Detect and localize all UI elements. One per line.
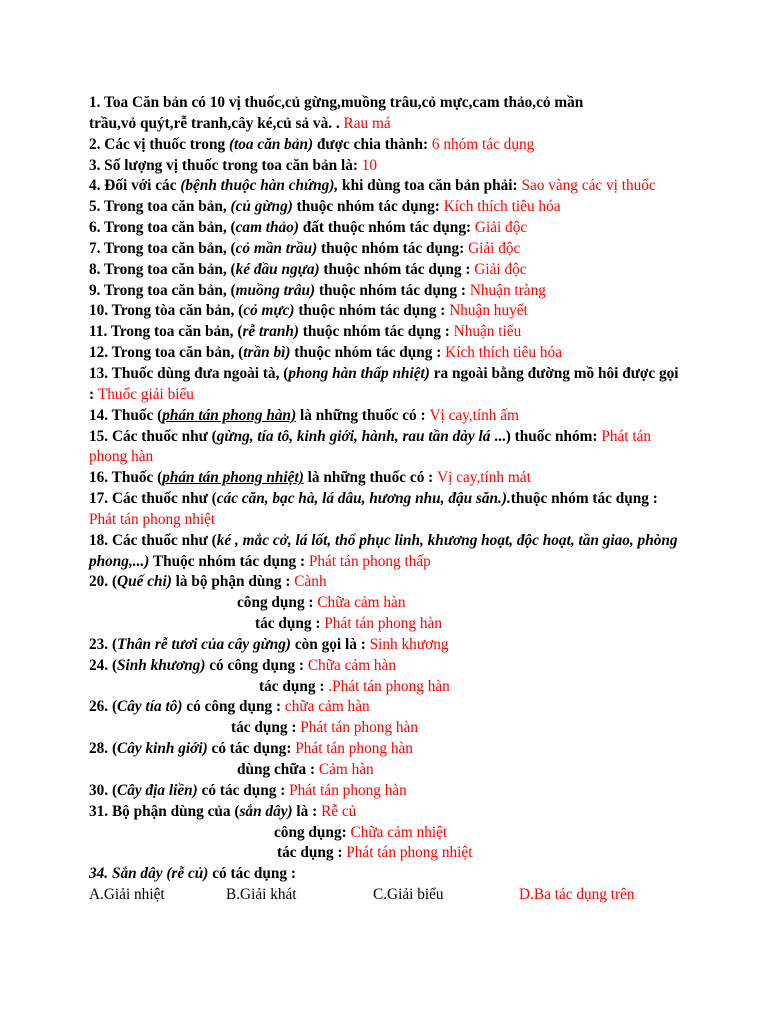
question-28: 28. (Cây kinh giới) có tác dụng: Phát tán phong hàn bbox=[89, 740, 413, 758]
answer-16: Vị cay,tính mát bbox=[437, 469, 531, 487]
question-15: 15. Các thuốc như (gừng, tía tô, kinh giới, hành, rau tần dày lá ...) thuốc nhóm: Phát tán phong hàn bbox=[89, 427, 652, 466]
answer-7: Giải độc bbox=[468, 239, 521, 257]
question-24-effect: tác dụng : .Phát tán phong hàn bbox=[259, 677, 450, 695]
answer-11: Nhuận tiểu bbox=[453, 323, 522, 341]
answer-1: Rau má bbox=[343, 114, 391, 132]
question-26-effect: tác dụng : Phát tán phong hàn bbox=[231, 719, 418, 737]
question-13: 13. Thuốc dùng đưa ngoài tà, (phong hàn thấp nhiệt) ra ngoài bằng đường mồ hôi được gọi : Thuốc giải biểu bbox=[89, 364, 679, 403]
answer-10: Nhuận huyết bbox=[449, 302, 528, 320]
question-18: 18. Các thuốc như (ké , mắc cở, lá lốt, thổ phục linh, khương hoạt, độc hoạt, tần giao, phòng phong,...) Thuộc nhóm tác dụng : Phát tán phong thấp bbox=[89, 531, 678, 570]
question-4: 4. Đối với các (bệnh thuộc hàn chứng), khi dùng toa căn bản phải: Sao vàng các vị thuốc bbox=[89, 177, 656, 195]
question-11: 11. Trong toa căn bản, (rễ tranh) thuộc nhóm tác dụng : Nhuận tiểu bbox=[89, 323, 522, 341]
answer-24: Chữa cảm hàn bbox=[307, 656, 397, 674]
answer-12: Kích thích tiêu hóa bbox=[445, 344, 562, 362]
answer-13: Thuốc giải biểu bbox=[97, 385, 194, 403]
option-c: C.Giải biểu bbox=[373, 886, 444, 904]
question-24: 24. (Sinh khương) có công dụng : Chữa cảm hàn bbox=[89, 656, 397, 674]
question-20: 20. (Quế chi) là bộ phận dùng : Cành bbox=[89, 573, 327, 591]
answer-18: Phát tán phong thấp bbox=[308, 552, 431, 570]
answer-31-effect: Phát tán phong nhiệt bbox=[346, 844, 473, 862]
question-10: 10. Trong tòa căn bản, (cỏ mực) thuộc nhóm tác dụng : Nhuận huyết bbox=[89, 302, 528, 320]
answer-4: Sao vàng các vị thuốc bbox=[521, 177, 656, 195]
question-34-options bbox=[89, 885, 689, 906]
question-26: 26. (Cây tía tô) có công dụng : chữa cảm hàn bbox=[89, 698, 370, 716]
document-page bbox=[89, 93, 689, 906]
answer-24-effect: .Phát tán phong hàn bbox=[328, 677, 450, 695]
option-d-correct: D.Ba tác dụng trên bbox=[519, 886, 635, 904]
question-1-line-1: 1. Toa Căn bản có 10 vị thuốc,củ gừng,muồng trâu,cỏ mực,cam thảo,cỏ mần bbox=[89, 94, 584, 111]
question-14: 14. Thuốc (phán tán phong hàn) là những thuốc có : Vị cay,tính ấm bbox=[89, 406, 519, 424]
question-8: 8. Trong toa căn bản, (ké đầu ngựa) thuộc nhóm tác dụng : Giải độc bbox=[89, 260, 527, 278]
answer-31: Rễ củ bbox=[321, 802, 357, 820]
answer-9: Nhuận tràng bbox=[469, 281, 546, 299]
answer-17: Phát tán phong nhiệt bbox=[89, 510, 216, 528]
question-28-usage: dùng chữa : Cảm hàn bbox=[237, 761, 374, 778]
answer-23: Sinh khương bbox=[369, 635, 449, 653]
question-20-effect: tác dụng : Phát tán phong hàn bbox=[255, 615, 442, 633]
answer-28: Phát tán phong hàn bbox=[295, 740, 413, 758]
answer-6: Giải độc bbox=[474, 219, 528, 237]
answer-26-effect: Phát tán phong hàn bbox=[300, 719, 418, 737]
answer-3: 10 bbox=[361, 156, 378, 174]
question-12: 12. Trong toa căn bản, (trần bì) thuộc nhóm tác dụng : Kích thích tiêu hóa bbox=[89, 344, 562, 362]
question-20-usage: công dụng : Chữa cảm hàn bbox=[237, 594, 406, 612]
answer-28-usage: Cảm hàn bbox=[318, 761, 374, 778]
question-9: 9. Trong toa căn bản, (muồng trâu) thuộc nhóm tác dụng : Nhuận tràng bbox=[89, 281, 546, 299]
question-31: 31. Bộ phận dùng của (sắn dây) là : Rễ củ bbox=[89, 802, 357, 820]
answer-15: Phát tán phong hàn bbox=[89, 427, 652, 466]
answer-8: Giải độc bbox=[474, 260, 527, 278]
question-6: 6. Trong toa căn bản, (cam thảo) đất thuộc nhóm tác dụng: Giải độc bbox=[89, 219, 528, 237]
question-31-usage: công dụng: Chữa cảm nhiệt bbox=[274, 823, 448, 841]
question-30: 30. (Cây địa liền) có tác dụng : Phát tán phong hàn bbox=[89, 781, 407, 799]
answer-20-usage: Chữa cảm hàn bbox=[317, 594, 406, 612]
question-31-effect: tác dụng : Phát tán phong nhiệt bbox=[277, 844, 473, 862]
answer-2: 6 nhóm tác dụng bbox=[431, 135, 535, 153]
option-a: A.Giải nhiệt bbox=[89, 886, 165, 904]
option-b: B.Giải khát bbox=[226, 886, 297, 904]
question-17: 17. Các thuốc như (các căn, bạc hà, lá dâu, hương nhu, đậu săn.).thuộc nhóm tác dụng : Phát tán phong nhiệt bbox=[89, 490, 658, 528]
answer-31-usage: Chữa cảm nhiệt bbox=[350, 823, 448, 841]
question-16: 16. Thuốc (phán tán phong nhiệt) là những thuốc có : Vị cay,tính mát bbox=[89, 469, 531, 487]
answer-26: chữa cảm hàn bbox=[284, 698, 370, 716]
question-1-line-2: trầu,vỏ quýt,rễ tranh,cây ké,củ sả và. . Rau má bbox=[89, 114, 391, 132]
question-2: 2. Các vị thuốc trong (toa căn bản) được chia thành: 6 nhóm tác dụng bbox=[89, 135, 535, 153]
answer-20: Cành bbox=[294, 573, 327, 591]
question-3: 3. Số lượng vị thuốc trong toa căn bản là: 10 bbox=[89, 156, 378, 174]
question-7: 7. Trong toa căn bản, (cỏ mần trầu) thuộc nhóm tác dụng: Giải độc bbox=[89, 239, 521, 257]
question-23: 23. (Thân rễ tươi của cây gừng) còn gọi là : Sinh khương bbox=[89, 635, 449, 653]
question-34: 34. Sắn dây (rễ củ) có tác dụng : bbox=[89, 865, 296, 883]
answer-20-effect: Phát tán phong hàn bbox=[324, 615, 442, 633]
answer-14: Vị cay,tính ấm bbox=[429, 406, 519, 424]
answer-5: Kích thích tiêu hóa bbox=[443, 198, 561, 216]
question-5: 5. Trong toa căn bản, (củ gừng) thuộc nhóm tác dụng: Kích thích tiêu hóa bbox=[89, 198, 561, 216]
answer-30: Phát tán phong hàn bbox=[289, 781, 407, 799]
